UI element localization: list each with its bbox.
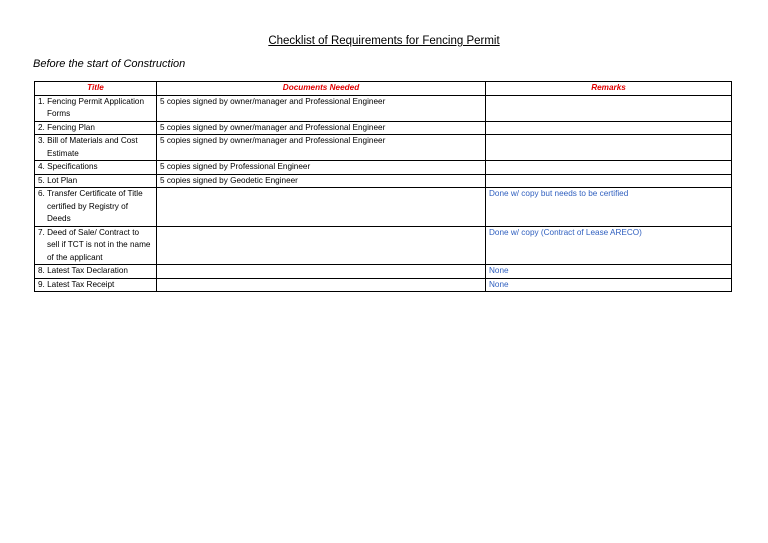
row-title: 6. Transfer Certificate of Title certified by Registry of Deeds xyxy=(35,188,157,227)
table-row xyxy=(35,121,732,135)
row-documents-needed xyxy=(157,226,486,265)
row-remarks xyxy=(486,121,732,135)
row-remarks: Done w/ copy (Contract of Lease ARECO) xyxy=(486,226,732,265)
row-remarks: None xyxy=(486,278,732,292)
header-documents-needed: Documents Needed xyxy=(157,82,486,96)
table-row xyxy=(35,265,732,279)
row-documents-needed: 5 copies signed by owner/manager and Professional Engineer xyxy=(157,135,486,161)
header-remarks: Remarks xyxy=(486,82,732,96)
row-documents-needed: 5 copies signed by owner/manager and Professional Engineer xyxy=(157,95,486,121)
row-remarks: None xyxy=(486,265,732,279)
row-remarks xyxy=(486,161,732,175)
section-heading: Before the start of Construction xyxy=(33,58,186,70)
table-row xyxy=(35,95,732,121)
row-remarks xyxy=(486,174,732,188)
row-title: 9. Latest Tax Receipt xyxy=(35,278,157,292)
row-title: 4. Specifications xyxy=(35,161,157,175)
row-documents-needed: 5 copies signed by Geodetic Engineer xyxy=(157,174,486,188)
row-remarks xyxy=(486,135,732,161)
row-title: 7. Deed of Sale/ Contract to sell if TCT is not in the name of the applicant xyxy=(35,226,157,265)
row-documents-needed: 5 copies signed by owner/manager and Professional Engineer xyxy=(157,121,486,135)
table-row xyxy=(35,188,732,227)
row-remarks xyxy=(486,95,732,121)
header-title: Title xyxy=(35,82,157,96)
row-remarks: Done w/ copy but needs to be certified xyxy=(486,188,732,227)
table-row xyxy=(35,135,732,161)
table-row xyxy=(35,278,732,292)
table-header-row xyxy=(35,82,732,96)
row-title: 1. Fencing Permit Application Forms xyxy=(35,95,157,121)
row-documents-needed xyxy=(157,265,486,279)
row-documents-needed: 5 copies signed by Professional Engineer xyxy=(157,161,486,175)
row-documents-needed xyxy=(157,188,486,227)
row-documents-needed xyxy=(157,278,486,292)
table-row xyxy=(35,174,732,188)
row-title: 3. Bill of Materials and Cost Estimate xyxy=(35,135,157,161)
document-title: Checklist of Requirements for Fencing Permit xyxy=(268,35,500,47)
requirements-table xyxy=(34,81,732,292)
table-row xyxy=(35,161,732,175)
row-title: 2. Fencing Plan xyxy=(35,121,157,135)
row-title: 5. Lot Plan xyxy=(35,174,157,188)
row-title: 8. Latest Tax Declaration xyxy=(35,265,157,279)
table-row xyxy=(35,226,732,265)
